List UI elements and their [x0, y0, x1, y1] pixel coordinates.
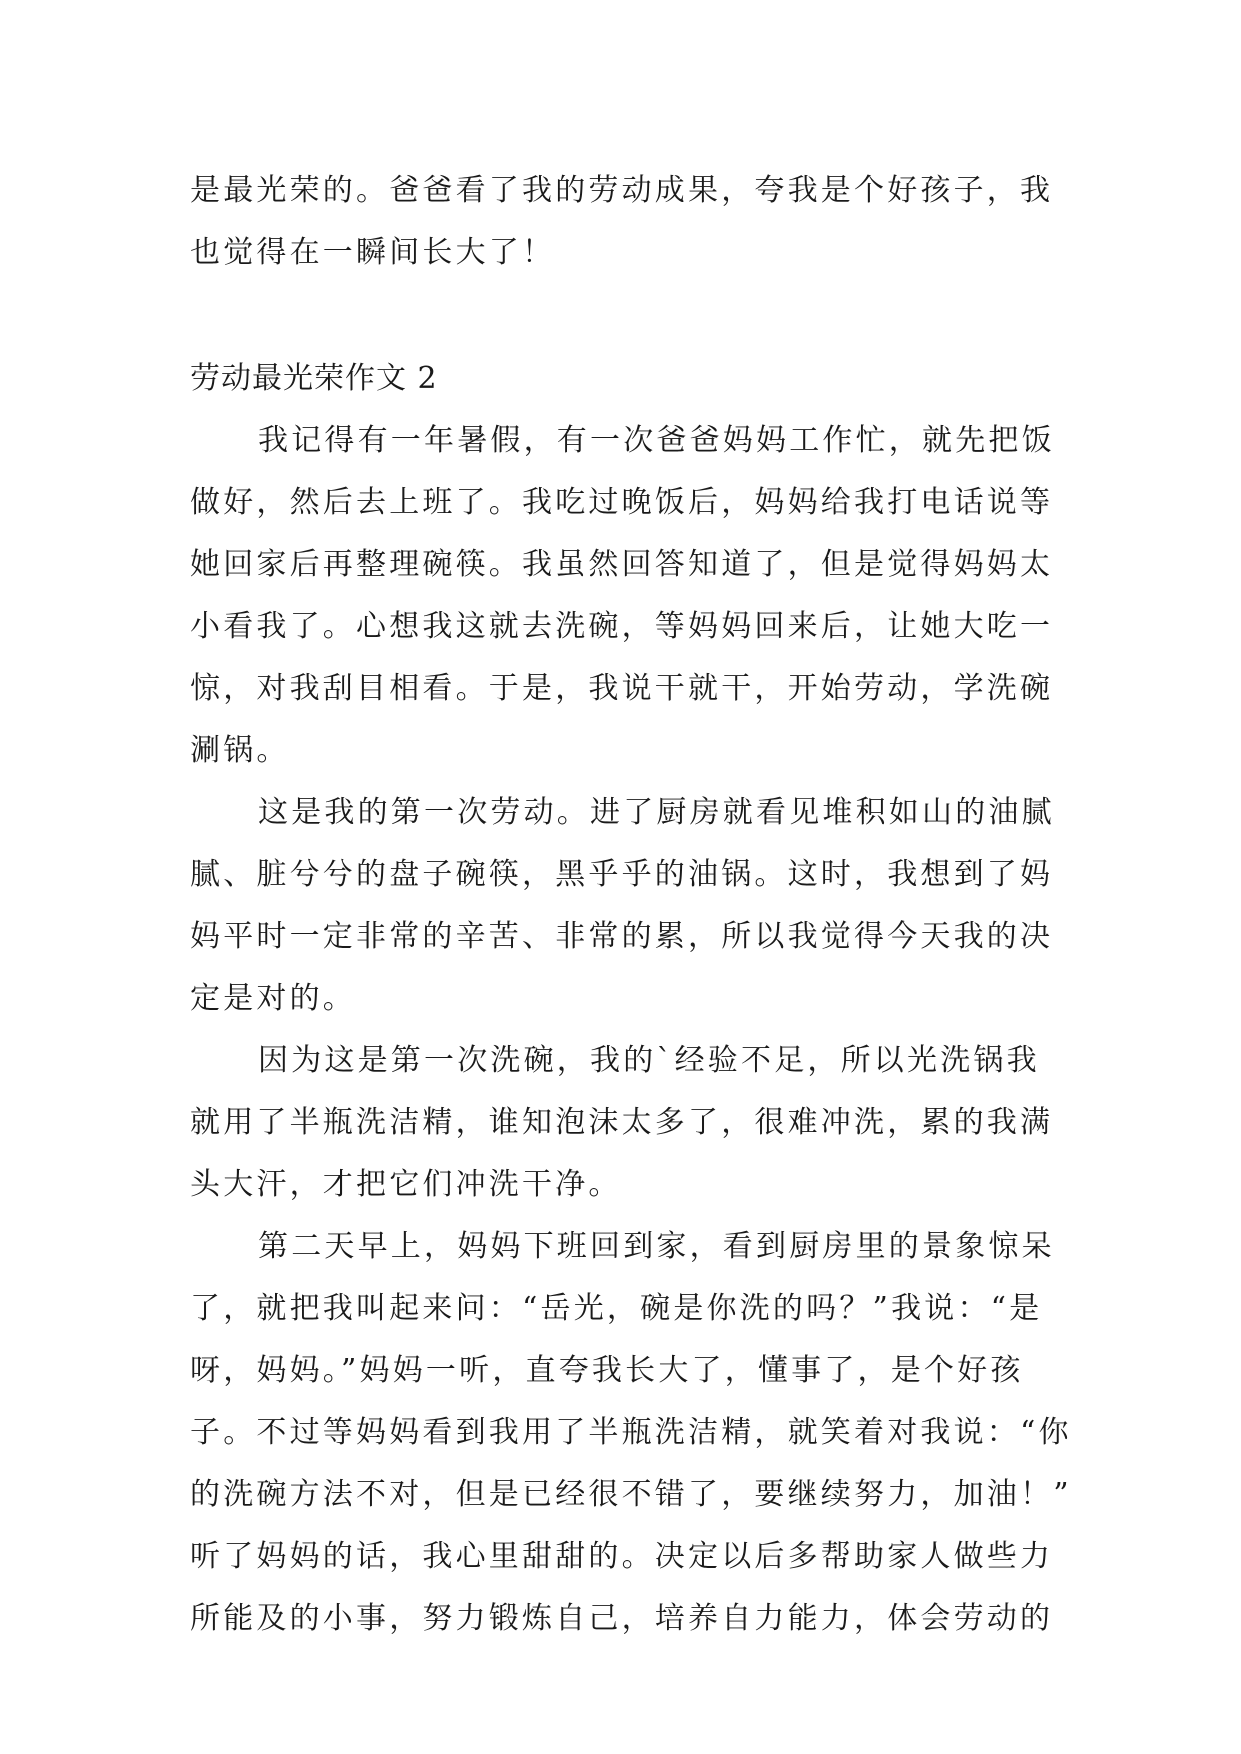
- text-line: 听了妈妈的话，我心里甜甜的。决定以后多帮助家人做些力: [190, 1539, 1054, 1574]
- text-line: 所能及的小事，努力锻炼自己，培养自力能力，体会劳动的: [190, 1601, 1054, 1636]
- text-line: 因为这是第一次洗碗，我的`经验不足，所以光洗锅我: [258, 1043, 1040, 1078]
- text-line: 涮锅。: [190, 733, 290, 768]
- text-line: 是最光荣的。爸爸看了我的劳动成果，夸我是个好孩子，我: [190, 173, 1054, 208]
- paragraph-1: [190, 410, 1055, 782]
- paragraph-2: [190, 782, 1055, 1030]
- text-line: 第二天早上，妈妈下班回到家，看到厨房里的景象惊呆: [258, 1229, 1055, 1264]
- text-line: 就用了半瓶洗洁精，谁知泡沫太多了，很难冲洗，累的我满: [190, 1105, 1054, 1140]
- intro-paragraph: [190, 160, 1054, 284]
- text-line: 妈平时一定非常的辛苦、非常的累，所以我觉得今天我的决: [190, 919, 1054, 954]
- text-line: 这是我的第一次劳动。进了厨房就看见堆积如山的油腻: [258, 795, 1055, 830]
- text-line: 惊，对我刮目相看。于是，我说干就干，开始劳动，学洗碗: [190, 671, 1054, 706]
- document-page: [190, 160, 1072, 1650]
- text-line: 子。不过等妈妈看到我用了半瓶洗洁精，就笑着对我说：“你: [190, 1415, 1072, 1450]
- text-line: 的洗碗方法不对，但是已经很不错了，要继续努力，加油！”: [190, 1477, 1072, 1512]
- text-line: 定是对的。: [190, 981, 356, 1016]
- text-line: 腻、脏兮兮的盘子碗筷，黑乎乎的油锅。这时，我想到了妈: [190, 857, 1054, 892]
- text-line: 了，就把我叫起来问：“岳光，碗是你洗的吗？”我说：“是: [190, 1291, 1043, 1326]
- text-line: 小看我了。心想我这就去洗碗，等妈妈回来后，让她大吃一: [190, 609, 1054, 644]
- text-line: 做好，然后去上班了。我吃过晚饭后，妈妈给我打电话说等: [190, 485, 1054, 520]
- text-line: 也觉得在一瞬间长大了！: [190, 235, 556, 270]
- text-line: 她回家后再整理碗筷。我虽然回答知道了，但是觉得妈妈太: [190, 547, 1054, 582]
- text-line: 我记得有一年暑假，有一次爸爸妈妈工作忙，就先把饭: [258, 423, 1055, 458]
- paragraph-3: [190, 1030, 1054, 1216]
- text-line: 头大汗，才把它们冲洗干净。: [190, 1167, 622, 1202]
- essay-heading: 劳动最光荣作文 2: [190, 361, 438, 396]
- text-line: 呀，妈妈。”妈妈一听，直夸我长大了，懂事了，是个好孩: [190, 1353, 1024, 1388]
- paragraph-4: [190, 1216, 1072, 1650]
